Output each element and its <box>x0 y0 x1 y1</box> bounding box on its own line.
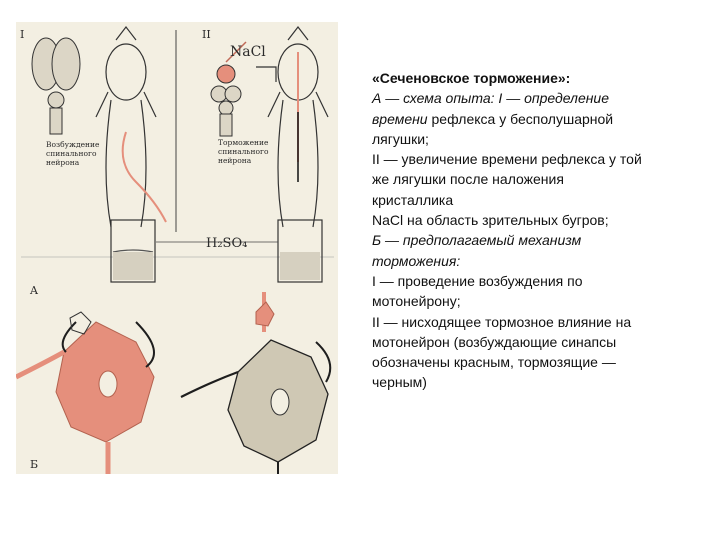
h2so4-label: H₂SO₄ <box>206 236 248 251</box>
caption-i-1: I — проведение возбуждения по <box>372 272 583 289</box>
caption-b-1: Б — предполагаемый механизм <box>372 232 582 249</box>
caption-ii2-2: мотонейрон (возбуждающие синапсы <box>372 333 617 350</box>
neuron-left-icon <box>16 312 154 474</box>
caption-a-line: А — схема опыта: I — определение <box>372 90 610 107</box>
frog-right-icon <box>256 27 328 227</box>
caption-ii-2: же лягушки после наложения <box>372 171 564 188</box>
neuron-right-icon <box>181 292 330 474</box>
nacl-label: NaCl <box>230 44 266 60</box>
excitation-note: Возбуждение спинального нейрона <box>46 140 100 167</box>
caption-frog1: лягушки; <box>372 130 429 147</box>
caption-ii-1: II — увеличение времени рефлекса у той <box>372 151 642 168</box>
caption-ii-4: NaCl на область зрительных бугров; <box>372 212 609 229</box>
caption-b-2: торможения: <box>372 252 461 269</box>
caption-ii2-1: II — нисходящее тормозное влияние на <box>372 313 632 330</box>
frog-left-icon <box>96 27 166 227</box>
brain-left-icon <box>32 38 80 134</box>
section-ii-label: II <box>202 28 211 41</box>
experiment-figure <box>16 22 338 474</box>
caption-ii-3: кристаллика <box>372 191 454 208</box>
caption-ii2-4: черным) <box>372 374 427 391</box>
figure-caption <box>372 68 708 393</box>
inhibition-note: Торможение спинального нейрона <box>218 138 269 165</box>
caption-i-2: мотонейрону; <box>372 293 461 310</box>
caption-time-italic: времени <box>372 110 428 127</box>
caption-time-rest: рефлекса у бесполушарной <box>427 110 614 127</box>
caption-ii2-3: обозначены красным, тормозящие — <box>372 354 616 371</box>
caption-time-line <box>372 109 708 129</box>
beaker-left-icon <box>111 220 155 282</box>
caption-title: «Сеченовское торможение»: <box>372 70 571 86</box>
section-i-label: I <box>20 28 25 41</box>
beaker-right-icon <box>278 220 322 282</box>
figure-drawing <box>16 22 338 474</box>
panel-b-label: Б <box>30 458 39 471</box>
panel-a-label: A <box>30 284 38 297</box>
